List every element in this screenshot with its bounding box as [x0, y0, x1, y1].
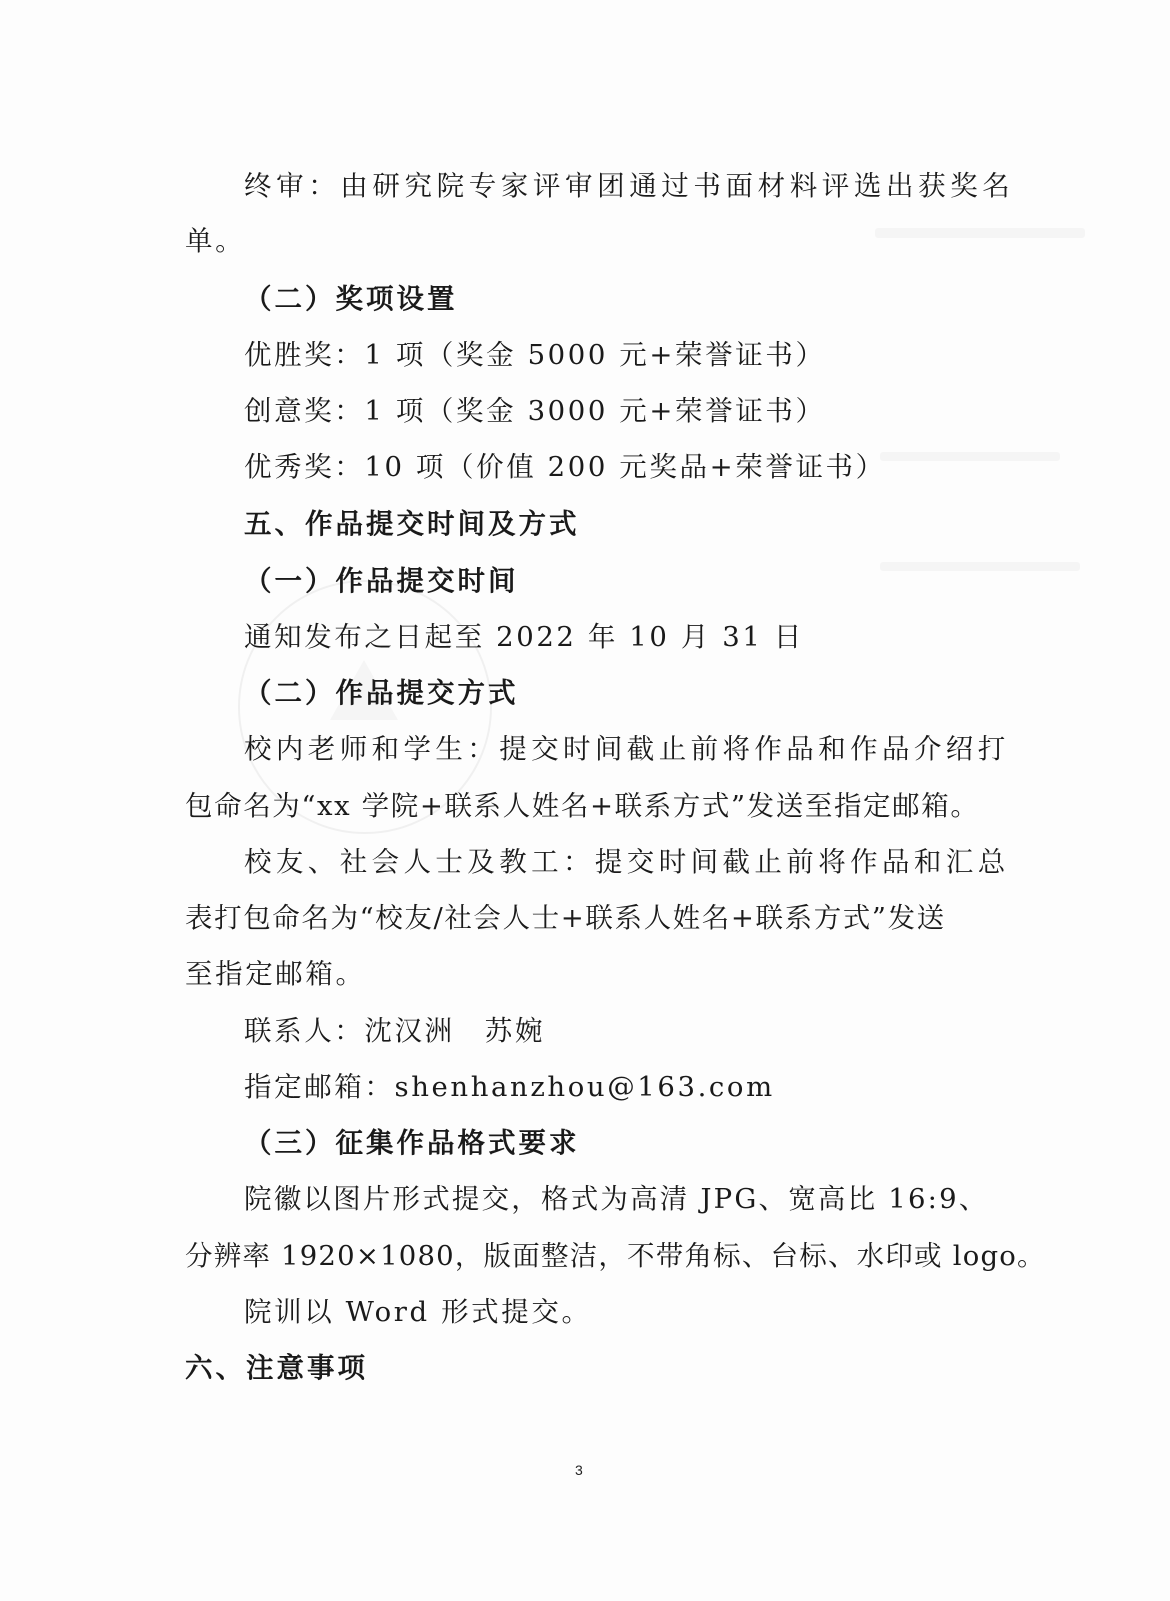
text-line-final-review: 终审：由研究院专家评审团通过书面材料评选出获奖名: [244, 170, 1015, 202]
text-line-contact-person: 联系人：沈汉洲 苏婉: [244, 1015, 545, 1047]
text-line-emblem-format: 院徽以图片形式提交，格式为高清 JPG、宽高比 16:9、: [244, 1183, 989, 1215]
bleed-through-mark: [875, 228, 1085, 238]
text-line-staff-students-cont: 包命名为“xx 学院+联系人姓名+联系方式”发送至指定邮箱。: [185, 790, 980, 822]
heading-section-five: 五、作品提交时间及方式: [244, 508, 580, 540]
text-line-email: 指定邮箱：shenhanzhou@163.com: [244, 1071, 775, 1103]
heading-section-six: 六、注意事项: [185, 1352, 368, 1384]
text-line-alumni: 校友、社会人士及教工：提交时间截止前将作品和汇总: [244, 846, 1010, 878]
text-line-creative-prize: 创意奖：1 项（奖金 3000 元+荣誉证书）: [244, 395, 826, 427]
heading-award-settings: （二）奖项设置: [244, 283, 458, 315]
heading-submission-method: （二）作品提交方式: [244, 677, 519, 709]
heading-submission-time: （一）作品提交时间: [244, 565, 519, 597]
text-line-excellence-prize: 优秀奖：10 项（价值 200 元奖品+荣誉证书）: [244, 451, 886, 483]
page-number: 3: [575, 1462, 583, 1478]
text-line-alumni-cont: 表打包命名为“校友/社会人士+联系人姓名+联系方式”发送: [185, 902, 946, 934]
text-line-submission-time: 通知发布之日起至 2022 年 10 月 31 日: [244, 621, 804, 653]
text-line-motto-format: 院训以 Word 形式提交。: [244, 1296, 592, 1328]
text-line-staff-students: 校内老师和学生：提交时间截止前将作品和作品介绍打: [244, 733, 1010, 765]
text-line-alumni-cont-2: 至指定邮箱。: [185, 958, 366, 990]
bleed-through-mark: [880, 562, 1080, 571]
bleed-through-mark: [880, 452, 1060, 461]
text-line-emblem-format-cont: 分辨率 1920×1080，版面整洁，不带角标、台标、水印或 logo。: [185, 1240, 1046, 1272]
text-line-final-review-cont: 单。: [185, 225, 246, 257]
heading-format-requirements: （三）征集作品格式要求: [244, 1127, 580, 1159]
text-line-first-prize: 优胜奖：1 项（奖金 5000 元+荣誉证书）: [244, 339, 826, 371]
